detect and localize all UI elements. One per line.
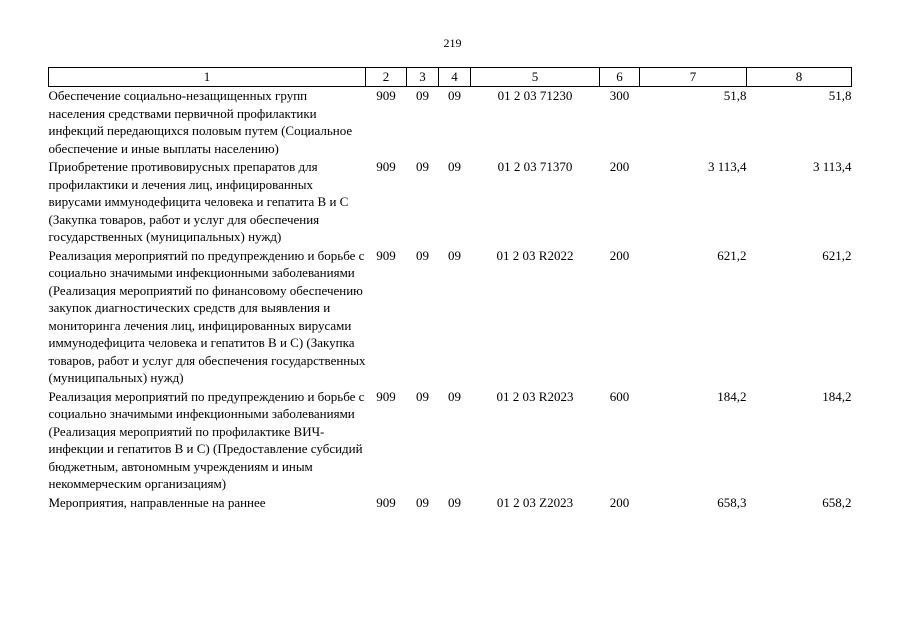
row-expense-type: 200 bbox=[609, 494, 630, 510]
row-section: 09 bbox=[416, 88, 429, 103]
row-expense-type: 200 bbox=[609, 159, 630, 174]
row-name: Реализация мероприятий по предупреждению и борьбе с социально значимыми инфекционными заболеваниями (Реализация мероприятий по финансовому обеспечению закупок диагностических средств для выявления и мониторинга лечения лиц, инфицированных вирусами иммунодефицита человека и гепатитов В и С) (Закупка товаров, работ и услуг для обеспечения государственных (муниципальных) нужд) bbox=[48, 247, 366, 385]
row-ministry: 909 bbox=[376, 159, 396, 174]
header-col-6: 6 bbox=[600, 68, 640, 87]
row-sum-year2: 621,2 bbox=[822, 247, 852, 263]
budget-table bbox=[48, 67, 852, 512]
row-target-article: 01 2 03 R2023 bbox=[496, 388, 574, 404]
row-target-article: 01 2 03 R2022 bbox=[496, 247, 574, 263]
row-ministry: 909 bbox=[376, 247, 396, 263]
row-sum-year2: 51,8 bbox=[828, 88, 852, 103]
header-col-4: 4 bbox=[439, 68, 471, 87]
row-name: Мероприятия, направленные на раннее bbox=[48, 494, 266, 510]
row-ministry: 909 bbox=[376, 494, 396, 510]
row-target-article: 01 2 03 Z2023 bbox=[496, 494, 574, 510]
row-sum-year1: 51,8 bbox=[723, 88, 747, 103]
row-section: 09 bbox=[416, 159, 429, 174]
table-row bbox=[49, 158, 852, 247]
row-ministry: 909 bbox=[376, 88, 396, 103]
table-header bbox=[49, 68, 852, 87]
header-col-5: 5 bbox=[471, 68, 600, 87]
row-section: 09 bbox=[416, 494, 429, 510]
row-section: 09 bbox=[416, 247, 429, 263]
row-section: 09 bbox=[416, 388, 429, 404]
row-name: Приобретение противовирусных препаратов для профилактики и лечения лиц, инфицированных вирусами иммунодефицита человека и гепатита В и С (Закупка товаров, работ и услуг для обеспечения государственных (муниципальных) нужд) bbox=[48, 159, 349, 244]
row-sum-year1: 184,2 bbox=[717, 388, 747, 404]
row-expense-type: 300 bbox=[609, 88, 630, 103]
table-row bbox=[49, 247, 852, 388]
row-target-article: 01 2 03 71370 bbox=[497, 159, 573, 174]
row-sum-year1: 621,2 bbox=[717, 247, 747, 263]
row-subsection: 09 bbox=[448, 494, 461, 510]
row-sum-year2: 658,2 bbox=[822, 494, 852, 510]
table-body bbox=[49, 87, 852, 513]
row-expense-type: 600 bbox=[609, 388, 630, 404]
header-col-3: 3 bbox=[407, 68, 439, 87]
table-row bbox=[49, 494, 852, 513]
row-ministry: 909 bbox=[376, 388, 396, 404]
row-subsection: 09 bbox=[448, 88, 461, 103]
page-number: 219 bbox=[443, 36, 462, 50]
header-col-2: 2 bbox=[366, 68, 407, 87]
header-row bbox=[49, 68, 852, 87]
table-row bbox=[49, 388, 852, 494]
header-col-7: 7 bbox=[640, 68, 747, 87]
header-col-8: 8 bbox=[747, 68, 852, 87]
row-subsection: 09 bbox=[448, 159, 461, 174]
row-subsection: 09 bbox=[448, 247, 461, 263]
row-sum-year1: 658,3 bbox=[717, 494, 747, 510]
row-sum-year2: 3 113,4 bbox=[812, 159, 852, 174]
row-name: Обеспечение социально-незащищенных групп населения средствами первичной профилактики инфекций передающихся половым путем (Социальное обеспечение и иные выплаты населению) bbox=[48, 88, 353, 156]
row-target-article: 01 2 03 71230 bbox=[497, 88, 573, 103]
row-name: Реализация мероприятий по предупреждению и борьбе с социально значимыми инфекционными заболеваниями (Реализация мероприятий по профилактике ВИЧ-инфекции и гепатитов В и С) (Предоставление субсидий бюджетным, автономным учреждениям и иным некоммерческим организациям) bbox=[48, 388, 365, 491]
row-sum-year1: 3 113,4 bbox=[707, 159, 747, 174]
table-row bbox=[49, 87, 852, 159]
row-sum-year2: 184,2 bbox=[822, 388, 852, 404]
row-expense-type: 200 bbox=[609, 247, 630, 263]
row-subsection: 09 bbox=[448, 388, 461, 404]
header-col-1: 1 bbox=[49, 68, 366, 87]
